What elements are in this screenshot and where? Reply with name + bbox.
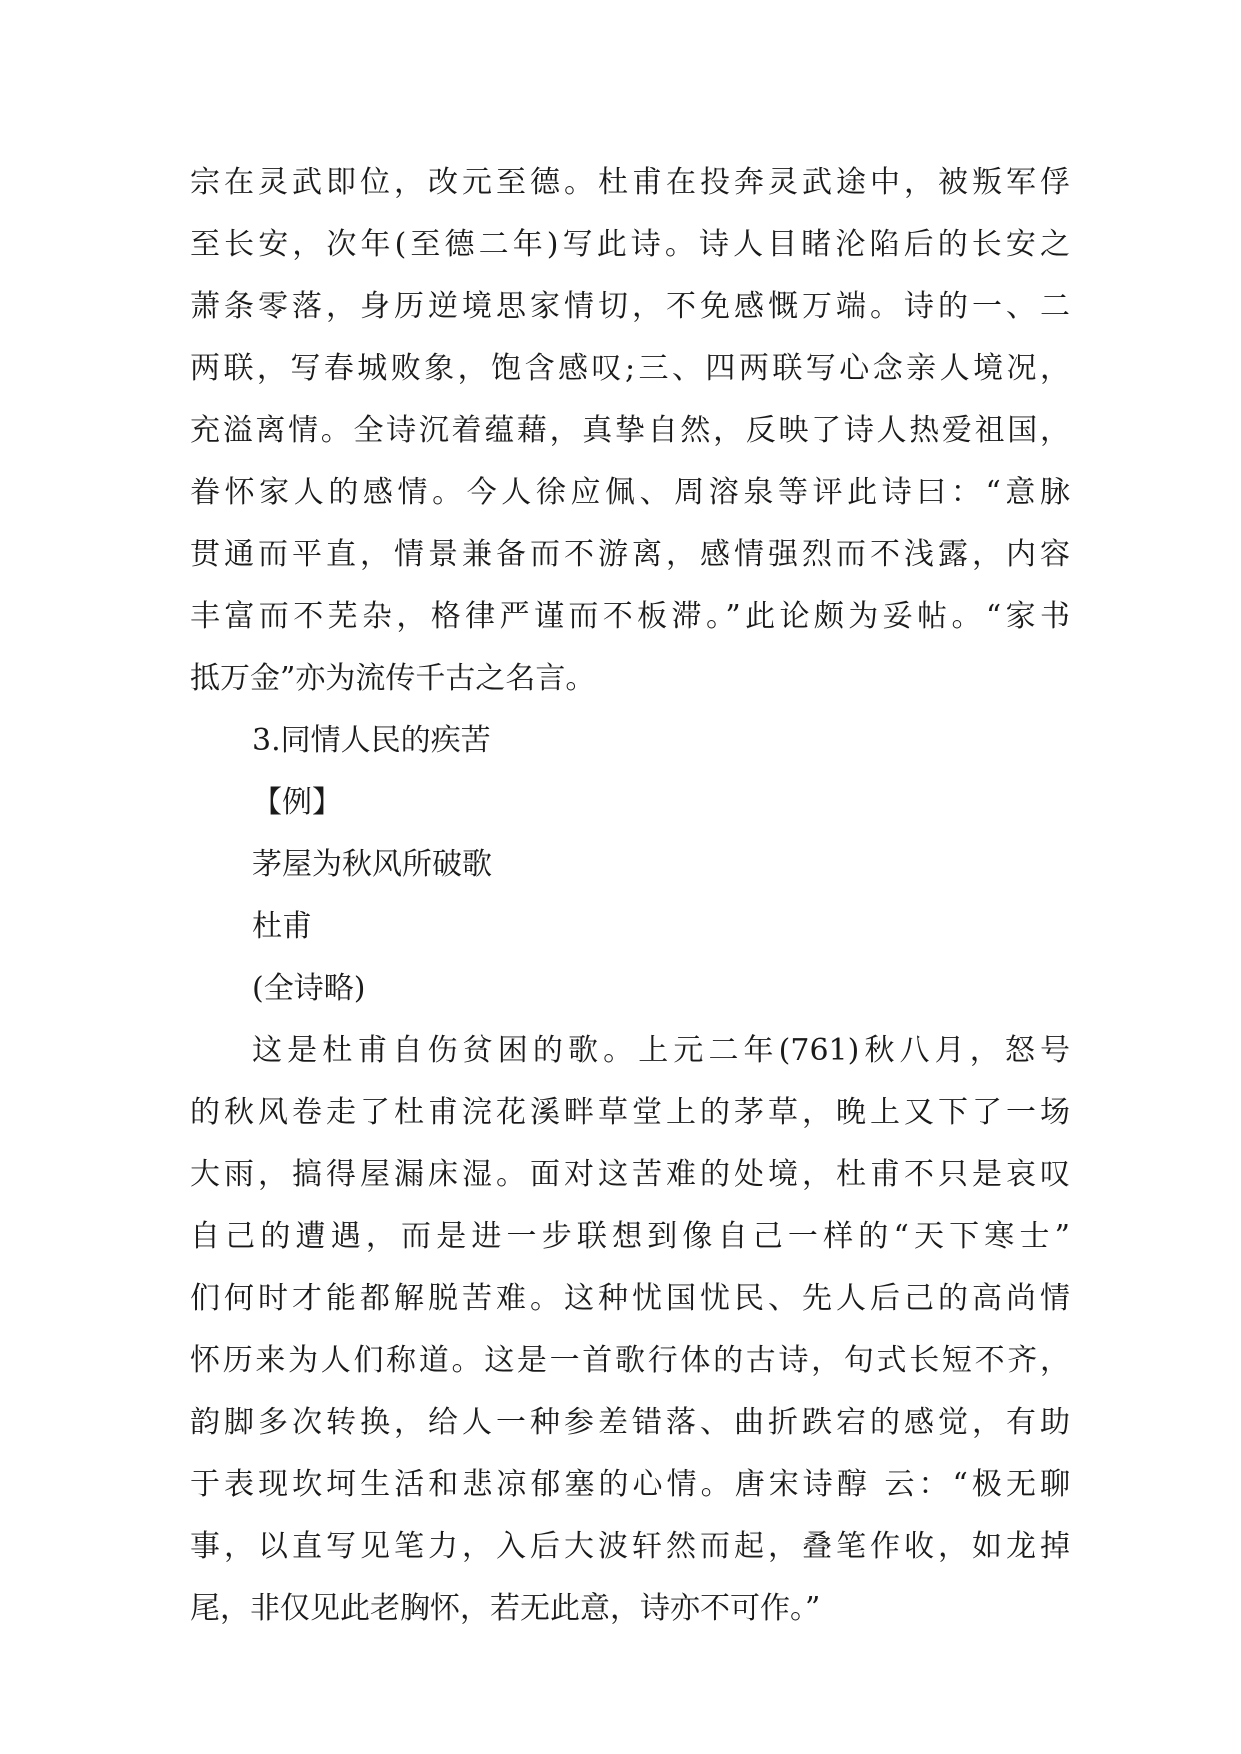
paragraph-line: 于表现坎坷生活和悲凉郁塞的心情。唐宋诗醇 云：“极无聊 xyxy=(190,1467,1070,1502)
paragraph-line: 至长安，次年(至德二年)写此诗。诗人目睹沦陷后的长安之 xyxy=(190,227,1070,262)
paragraph-line: 这是杜甫自伤贫困的歌。上元二年(761)秋八月，怒号 xyxy=(252,1033,1070,1068)
poem-title: 茅屋为秋风所破歌 xyxy=(252,847,492,882)
poem-omitted-note: (全诗略) xyxy=(252,971,366,1006)
paragraph-line: 丰富而不芜杂，格律严谨而不板滞。”此论颇为妥帖。“家书 xyxy=(190,599,1070,634)
paragraph-line: 事，以直写见笔力，入后大波轩然而起，叠笔作收，如龙掉 xyxy=(190,1529,1070,1564)
section-heading: 3.同情人民的疾苦 xyxy=(252,723,491,758)
example-label: 【例】 xyxy=(252,785,342,820)
paragraph-line: 尾，非仅见此老胸怀，若无此意，诗亦不可作。” xyxy=(190,1591,821,1626)
paragraph-line: 萧条零落，身历逆境思家情切，不免感慨万端。诗的一、二 xyxy=(190,289,1070,324)
paragraph-line: 抵万金”亦为流传千古之名言。 xyxy=(190,661,596,696)
paragraph-line: 韵脚多次转换，给人一种参差错落、曲折跌宕的感觉，有助 xyxy=(190,1405,1070,1440)
paragraph-line: 自己的遭遇，而是进一步联想到像自己一样的“天下寒士” xyxy=(190,1219,1070,1254)
paragraph-line: 眷怀家人的感情。今人徐应佩、周溶泉等评此诗曰：“意脉 xyxy=(190,475,1070,510)
poem-author: 杜甫 xyxy=(252,909,312,944)
paragraph-line: 的秋风卷走了杜甫浣花溪畔草堂上的茅草，晚上又下了一场 xyxy=(190,1095,1070,1130)
paragraph-line: 大雨，搞得屋漏床湿。面对这苦难的处境，杜甫不只是哀叹 xyxy=(190,1157,1070,1192)
paragraph-line: 两联，写春城败象，饱含感叹;三、四两联写心念亲人境况， xyxy=(190,351,1070,386)
paragraph-line: 贯通而平直，情景兼备而不游离，感情强烈而不浅露，内容 xyxy=(190,537,1070,572)
paragraph-line: 怀历来为人们称道。这是一首歌行体的古诗，句式长短不齐， xyxy=(190,1343,1070,1378)
paragraph-line: 充溢离情。全诗沉着蕴藉，真挚自然，反映了诗人热爱祖国， xyxy=(190,413,1070,448)
paragraph-line: 们何时才能都解脱苦难。这种忧国忧民、先人后己的高尚情 xyxy=(190,1281,1070,1316)
paragraph-line: 宗在灵武即位，改元至德。杜甫在投奔灵武途中，被叛军俘 xyxy=(190,165,1070,200)
